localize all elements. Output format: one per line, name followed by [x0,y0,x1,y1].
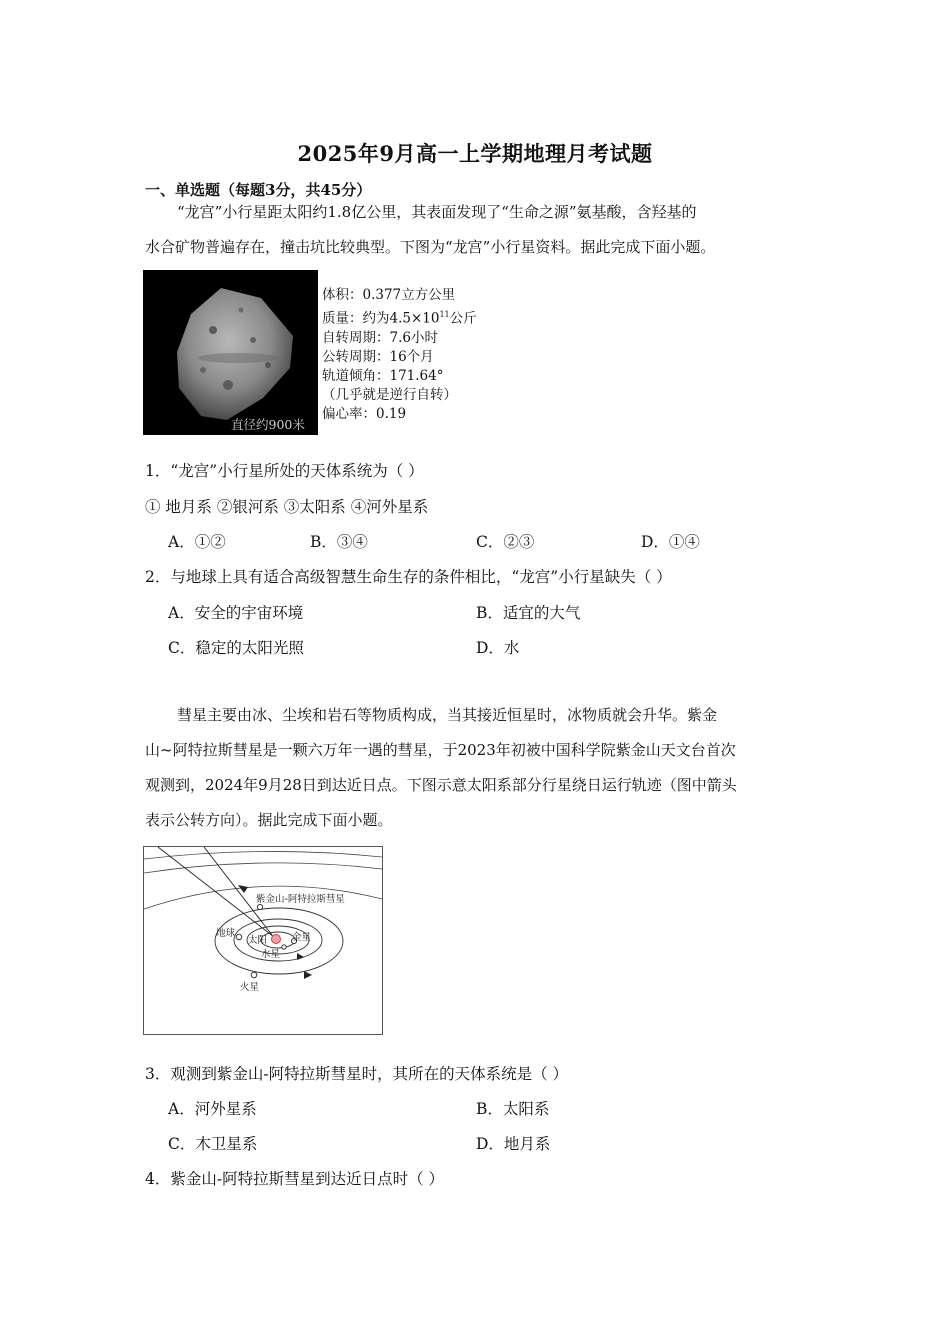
question-4-stem: 4．紫金山-阿特拉斯彗星到达近日点时（ ） [145,1170,445,1188]
label-sun: 太阳 [248,935,268,946]
info-volume: 体积：0.377立方公里 [322,287,456,303]
info-mass-prefix: 质量：约为4.5×10 [322,310,440,327]
question-1-items: ① 地月系 ②银河系 ③太阳系 ④河外星系 [145,498,429,516]
orbit-diagram-svg [144,847,382,1034]
page-title: 2025年9月高一上学期地理月考试题 [297,141,653,166]
label-earth: 地球 [216,928,236,939]
asteroid-image [143,270,318,435]
q1-option-b[interactable]: B．③④ [310,533,368,551]
q2-option-c[interactable]: C．稳定的太阳光照 [168,639,304,657]
passage-1 [145,195,805,265]
q3-option-a[interactable]: A．河外星系 [168,1100,257,1118]
info-mass-unit: 公斤 [449,310,477,327]
label-comet: 紫金山-阿特拉斯彗星 [256,894,345,905]
comet-path-in [158,847,274,937]
q2-option-a[interactable]: A．安全的宇宙环境 [168,604,304,622]
q3-option-d[interactable]: D．地月系 [476,1135,551,1153]
passage-1-line-1: “龙宫”小行星距太阳约1.8亿公里，其表面发现了“生命之源”氨基酸，含羟基的 [177,203,697,221]
asteroid-info [322,286,477,424]
question-1-stem: 1．“龙宫”小行星所处的天体系统为（ ） [145,462,424,480]
passage-2-line-4: 表示公转方向）。据此完成下面小题。 [145,811,393,829]
info-inclination: 轨道倾角：171.64° [322,367,444,384]
passage-2-line-1: 彗星主要由冰、尘埃和岩石等物质构成，当其接近恒星时，冰物质就会升华。紫金 [177,706,718,724]
earth-orbit-arrow [297,953,304,960]
q2-option-d[interactable]: D．水 [476,639,520,657]
q3-option-b[interactable]: B．太阳系 [476,1100,550,1118]
info-mass-exponent: 11 [439,310,450,319]
question-2-stem: 2．与地球上具有适合高级智慧生命生存的条件相比，“龙宫”小行星缺失（ ） [145,568,672,586]
q1-option-c[interactable]: C．②③ [476,533,535,551]
passage-2 [145,698,805,838]
section-heading: 一、单选题（每题3分，共45分） [145,181,372,199]
comet-icon [257,904,262,909]
passage-2-line-2: 山~阿特拉斯彗星是一颗六万年一遇的彗星，于2023年初被中国科学院紫金山天文台首次 [145,741,736,759]
info-rotation: 自转周期：7.6小时 [322,329,438,346]
info-note: （几乎就是逆行自转） [322,386,457,403]
q1-option-a[interactable]: A．①② [168,533,226,551]
label-mercury: 水星 [261,949,281,960]
passage-1-line-2: 水合矿物普遍存在，撞击坑比较典型。下图为“龙宫”小行星资料。据此完成下面小题。 [145,238,716,256]
comet-arrow [238,885,248,893]
label-mars: 火星 [240,982,260,993]
question-3-stem: 3．观测到紫金山-阿特拉斯彗星时，其所在的天体系统是（ ） [145,1065,569,1083]
asteroid-caption: 直径约900米 [231,417,305,432]
mars-icon [251,972,257,978]
earth-icon [236,934,242,940]
mars-orbit-arrow [304,971,312,979]
passage-2-line-3: 观测到，2024年9月28日到达近日点。下图示意太阳系部分行星绕日运行轨迹（图中箭头 [145,776,737,794]
orbit-diagram [143,846,383,1035]
info-revolution: 公转周期：16个月 [322,348,434,365]
q1-option-d[interactable]: D．①④ [641,533,700,551]
sun-icon [272,935,281,944]
q2-option-b[interactable]: B．适宜的大气 [476,604,581,622]
info-eccentricity: 偏心率：0.19 [322,405,407,422]
mercury-icon [282,945,286,949]
label-venus: 金星 [292,932,312,943]
outer-orbit-arc-1 [144,851,382,859]
asteroid-photo [143,270,318,435]
q3-option-c[interactable]: C．木卫星系 [168,1135,258,1153]
info-mass [322,305,477,329]
